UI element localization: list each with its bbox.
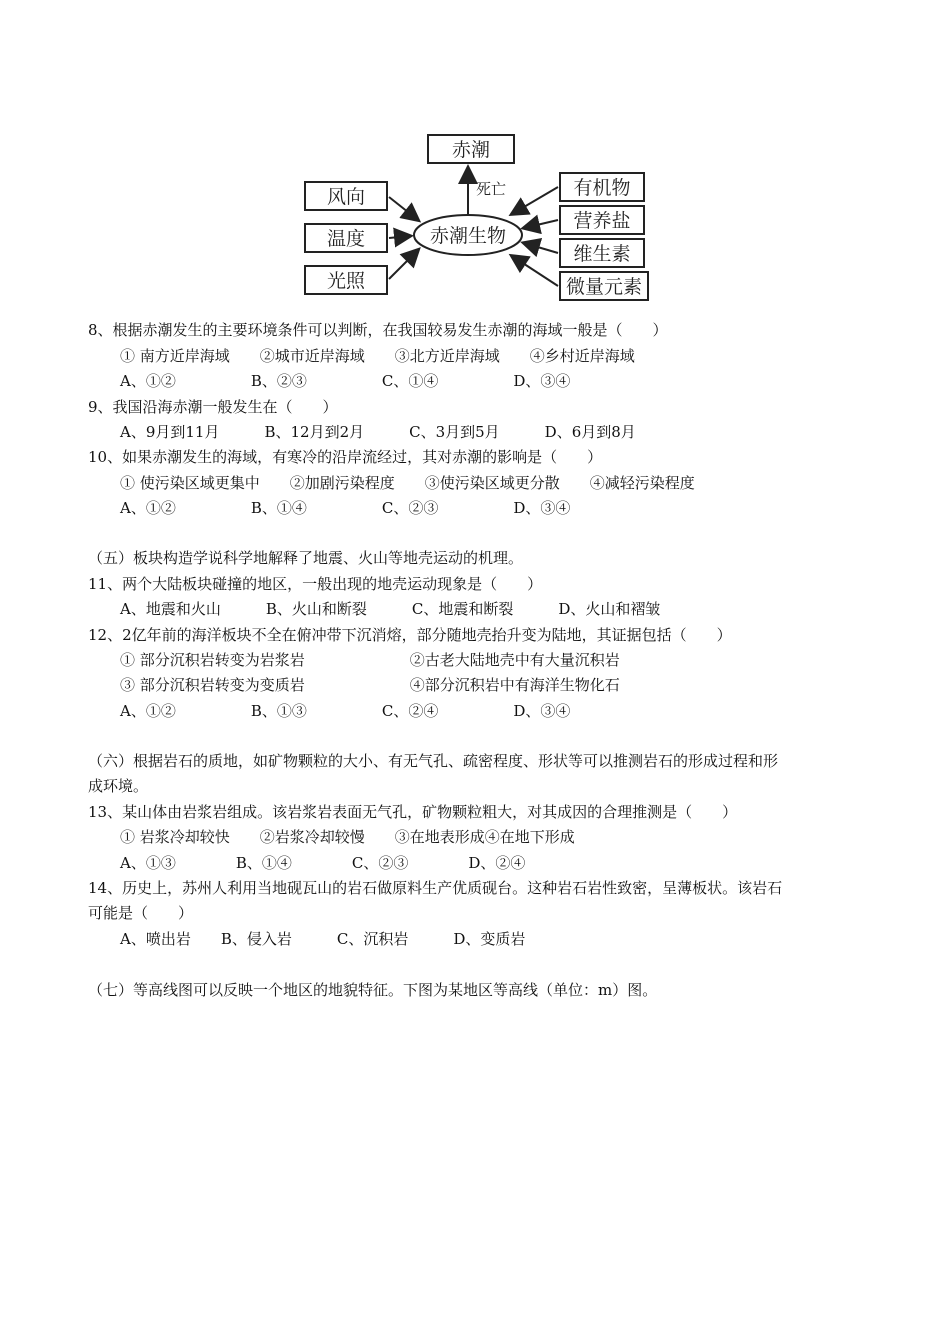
question-12-choices: A、①② B、①③ C、②④ D、③④ — [120, 702, 571, 720]
section-6-intro: （六）根据岩石的质地，如矿物颗粒的大小、有无气孔、疏密程度、形状等可以推测岩石的形成过程和形 — [88, 752, 779, 770]
arrow-temp — [389, 236, 410, 238]
question-14-choices: A、喷出岩 B、侵入岩 C、沉积岩 D、变质岩 — [120, 930, 526, 948]
label-death: 死亡 — [476, 180, 507, 198]
section-6-intro-cont: 成环境。 — [88, 777, 149, 795]
arrow-nutrient — [524, 220, 558, 228]
question-8-choices: A、①② B、②③ C、①④ D、③④ — [120, 372, 571, 390]
label-left-1: 温度 — [326, 228, 366, 250]
question-11: 11、两个大陆板块碰撞的地区，一般出现的地壳运动现象是（ ） — [88, 575, 543, 593]
arrow-light — [389, 250, 418, 279]
question-8-statements: ① 南方近岸海域 ②城市近岸海域 ③北方近岸海域 ④乡村近岸海域 — [120, 347, 635, 365]
label-left-0: 风向 — [326, 186, 366, 208]
question-9: 9、我国沿海赤潮一般发生在（ ） — [88, 398, 338, 416]
question-12: 12、2亿年前的海洋板块不全在俯冲带下沉消熔，部分随地壳抬升变为陆地，其证据包括（ ） — [88, 626, 732, 644]
section-7-intro: （七）等高线图可以反映一个地区的地貌特征。下图为某地区等高线（单位：m）图。 — [88, 981, 658, 999]
label-right-3: 微量元素 — [565, 276, 643, 298]
arrow-trace — [512, 256, 558, 286]
label-right-1: 营养盐 — [573, 210, 631, 232]
red-tide-diagram — [0, 0, 950, 320]
question-12-statements-1: ① 部分沉积岩转变为岩浆岩 ②古老大陆地壳中有大量沉积岩 — [120, 651, 620, 669]
question-12-statements-2: ③ 部分沉积岩转变为变质岩 ④部分沉积岩中有海洋生物化石 — [120, 676, 620, 694]
label-left-2: 光照 — [326, 270, 366, 292]
question-13-statements: ① 岩浆冷却较快 ②岩浆冷却较慢 ③在地表形成④在地下形成 — [120, 828, 575, 846]
section-5-intro: （五）板块构造学说科学地解释了地震、火山等地壳运动的机理。 — [88, 549, 524, 567]
label-top: 赤潮 — [451, 139, 491, 161]
question-10-statements: ① 使污染区域更集中 ②加剧污染程度 ③使污染区域更分散 ④减轻污染程度 — [120, 474, 695, 492]
question-9-choices: A、9月到11月 B、12月到2月 C、3月到5月 D、6月到8月 — [120, 423, 636, 441]
question-14-cont: 可能是（ ） — [88, 904, 194, 922]
question-13-choices: A、①③ B、①④ C、②③ D、②④ — [120, 854, 526, 872]
question-10-choices: A、①② B、①④ C、②③ D、③④ — [120, 499, 571, 517]
arrow-organic — [512, 187, 558, 214]
question-8: 8、根据赤潮发生的主要环境条件可以判断，在我国较易发生赤潮的海域一般是（ ） — [88, 321, 668, 339]
question-13: 13、某山体由岩浆岩组成。该岩浆岩表面无气孔，矿物颗粒粗大，对其成因的合理推测是（ ） — [88, 803, 738, 821]
question-14: 14、历史上，苏州人利用当地砚瓦山的岩石做原料生产优质砚台。这种岩石岩性致密，呈薄板状。该岩石 — [88, 879, 783, 897]
label-right-0: 有机物 — [573, 177, 631, 199]
arrow-vitamin — [524, 243, 558, 253]
arrow-wind — [389, 197, 418, 220]
question-11-choices: A、地震和火山 B、火山和断裂 C、地震和断裂 D、火山和褶皱 — [120, 600, 661, 618]
label-center: 赤潮生物 — [429, 225, 507, 247]
label-right-2: 维生素 — [573, 243, 631, 265]
question-10: 10、如果赤潮发生的海域，有寒冷的沿岸流经过，其对赤潮的影响是（ ） — [88, 448, 603, 466]
